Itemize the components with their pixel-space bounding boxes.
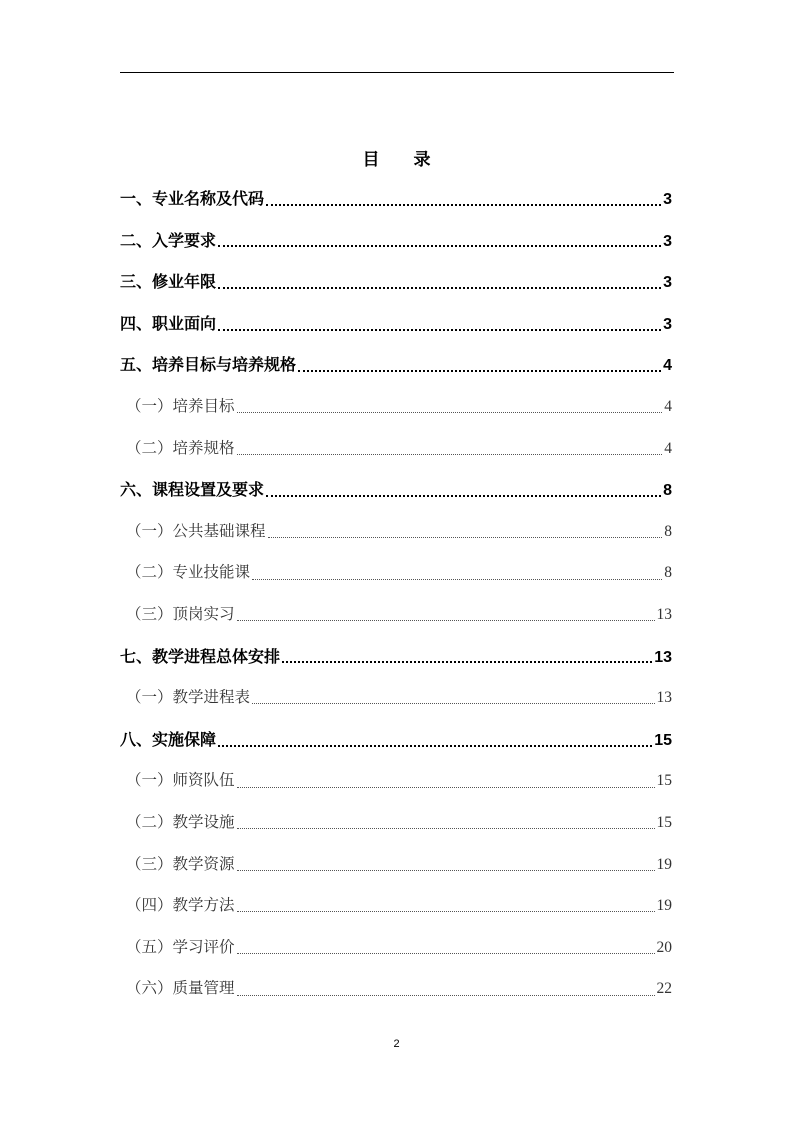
toc-subentry-page: 15 [656,772,672,790]
toc-dot-leader [266,204,661,206]
toc-dot-leader [218,329,661,331]
toc-subentry-page: 13 [656,605,672,623]
toc-subentry-label: （一）师资队伍 [126,771,235,790]
toc-entry-page: 8 [663,482,672,500]
toc-dot-leader [282,661,652,663]
toc-entry-page: 4 [663,357,672,375]
toc-subentry-page: 20 [656,938,672,956]
toc-entry-page: 3 [663,232,672,250]
toc-subentry-label: （三）教学资源 [126,854,235,873]
toc-dot-leader [268,537,663,538]
toc-subentry-label: （六）质量管理 [126,979,235,998]
toc-dot-leader [218,745,652,747]
toc-subentry-page: 15 [656,813,672,831]
toc-dot-leader [218,245,661,247]
toc-subentry-page: 19 [656,855,672,873]
toc-dot-leader [237,412,663,413]
toc-entry-page: 3 [663,274,672,292]
toc-entry-label: 一、专业名称及代码 [120,189,265,208]
toc-subentry[interactable] [120,594,672,636]
toc-entry-page: 13 [654,648,672,666]
toc-subentry-label: （一）教学进程表 [126,688,251,707]
toc-subentry[interactable] [120,552,672,594]
toc-subentry[interactable] [120,968,672,1010]
toc-subentry-label: （四）教学方法 [126,896,235,915]
toc-title: 目 录 [362,150,445,170]
toc-subentry-label: （二）教学设施 [126,812,235,831]
header-rule [120,72,674,73]
toc-entry-label: 三、修业年限 [120,272,217,292]
toc-entry[interactable] [120,719,672,761]
toc-dot-leader [237,620,655,621]
toc-entry-label: 七、教学进程总体安排 [120,646,281,666]
toc-entry-page: 3 [663,191,672,208]
toc-subentry-page: 8 [664,564,672,582]
toc-subentry-page: 19 [656,897,672,915]
toc-dot-leader [298,370,661,372]
toc-subentry[interactable] [120,511,672,553]
toc-dot-leader [237,953,655,954]
toc-entry-label: 八、实施保障 [120,729,217,749]
toc-entry[interactable] [120,303,672,345]
toc-subentry-label: （二）培养规格 [126,438,235,457]
toc-dot-leader [237,911,655,912]
toc-entry[interactable] [120,220,672,262]
table-of-contents [120,178,672,1010]
toc-dot-leader [237,870,655,871]
toc-dot-leader [252,703,654,704]
toc-dot-leader [237,995,655,996]
toc-subentry[interactable] [120,802,672,844]
toc-entry[interactable] [120,261,672,303]
toc-dot-leader [237,828,655,829]
toc-subentry[interactable] [120,428,672,470]
toc-dot-leader [252,579,662,580]
toc-subentry-label: （五）学习评价 [126,937,235,956]
toc-subentry-label: （二）专业技能课 [126,563,251,582]
toc-dot-leader [218,287,661,289]
toc-subentry[interactable] [120,760,672,802]
toc-entry-label: 四、职业面向 [120,313,217,333]
toc-subentry[interactable] [120,927,672,969]
toc-subentry[interactable] [120,677,672,719]
toc-entry-label: 六、课程设置及要求 [120,480,265,500]
toc-entry[interactable] [120,178,672,220]
toc-subentry-page: 22 [656,980,672,998]
toc-subentry-label: （一）公共基础课程 [126,521,266,540]
toc-dot-leader [237,454,663,455]
toc-entry[interactable] [120,636,672,678]
toc-subentry[interactable] [120,386,672,428]
toc-subentry-label: （三）顶岗实习 [126,604,235,623]
page-number: 2 [393,1038,400,1050]
toc-subentry[interactable] [120,885,672,927]
toc-subentry[interactable] [120,844,672,886]
toc-entry-label: 二、入学要求 [120,230,217,250]
toc-entry-label: 五、培养目标与培养规格 [120,355,297,375]
toc-subentry-page: 8 [664,522,672,540]
toc-subentry-label: （一）培养目标 [126,396,235,415]
toc-dot-leader [266,495,661,497]
toc-subentry-page: 13 [656,689,672,707]
toc-subentry-page: 4 [664,439,672,457]
toc-entry-page: 15 [654,731,672,749]
toc-entry[interactable] [120,344,672,386]
toc-entry[interactable] [120,469,672,511]
toc-dot-leader [237,787,655,788]
toc-entry-page: 3 [663,315,672,333]
toc-subentry-page: 4 [664,397,672,415]
